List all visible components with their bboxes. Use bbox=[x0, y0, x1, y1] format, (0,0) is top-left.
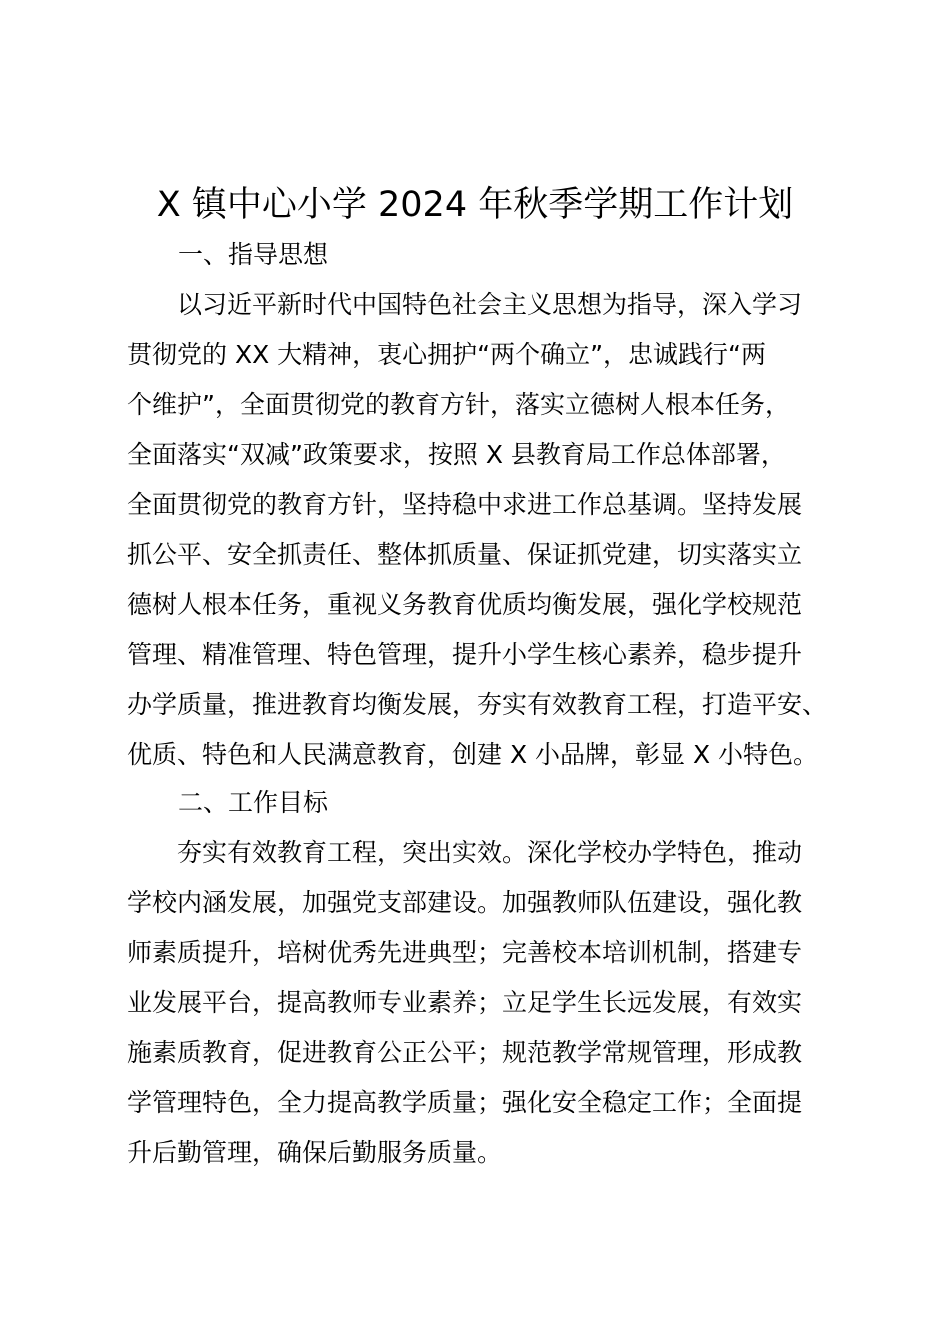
text-line: 升后勤管理，确保后勤服务质量。 bbox=[127, 1138, 503, 1167]
text-line: 贯彻党的 XX 大精神，衷心拥护“两个确立”，忠诚践行“两 bbox=[127, 340, 767, 369]
text-line: 德树人根本任务，重视义务教育优质均衡发展，强化学校规范 bbox=[127, 590, 803, 619]
section-heading-guiding-ideology: 一、指导思想 bbox=[178, 240, 329, 269]
text-line: 管理、精准管理、特色管理，提升小学生核心素养，稳步提升 bbox=[127, 640, 803, 669]
text-line: 全面落实“双减”政策要求，按照 X 县教育局工作总体部署， bbox=[127, 440, 786, 469]
text-line: 全面贯彻党的教育方针，坚持稳中求进工作总基调。坚持发展 bbox=[127, 490, 803, 519]
paragraph-guiding-ideology bbox=[127, 280, 847, 780]
paragraph-work-goals bbox=[127, 828, 847, 1178]
text-line: 学管理特色，全力提高教学质量；强化安全稳定工作；全面提 bbox=[127, 1088, 803, 1117]
text-line: 抓公平、安全抓责任、整体抓质量、保证抓党建，切实落实立 bbox=[127, 540, 803, 569]
text-line: 学校内涵发展，加强党支部建设。加强教师队伍建设，强化教 bbox=[127, 888, 803, 917]
text-line: 优质、特色和人民满意教育，创建 X 小品牌，彰显 X 小特色。 bbox=[127, 740, 819, 769]
text-line: 师素质提升，培树优秀先进典型；完善校本培训机制，搭建专 bbox=[127, 938, 803, 967]
text-line: 办学质量，推进教育均衡发展，夯实有效教育工程，打造平安、 bbox=[127, 690, 828, 719]
section-heading-work-goals: 二、工作目标 bbox=[178, 788, 329, 817]
document-title: X 镇中心小学 2024 年秋季学期工作计划 bbox=[156, 185, 794, 225]
text-line: 个维护”，全面贯彻党的教育方针，落实立德树人根本任务， bbox=[127, 390, 790, 419]
text-line: 夯实有效教育工程，突出实效。深化学校办学特色，推动 bbox=[177, 838, 803, 867]
text-line: 以习近平新时代中国特色社会主义思想为指导，深入学习 bbox=[177, 290, 803, 319]
text-line: 施素质教育，促进教育公正公平；规范教学常规管理，形成教 bbox=[127, 1038, 803, 1067]
text-line: 业发展平台，提高教师专业素养；立足学生长远发展，有效实 bbox=[127, 988, 803, 1017]
